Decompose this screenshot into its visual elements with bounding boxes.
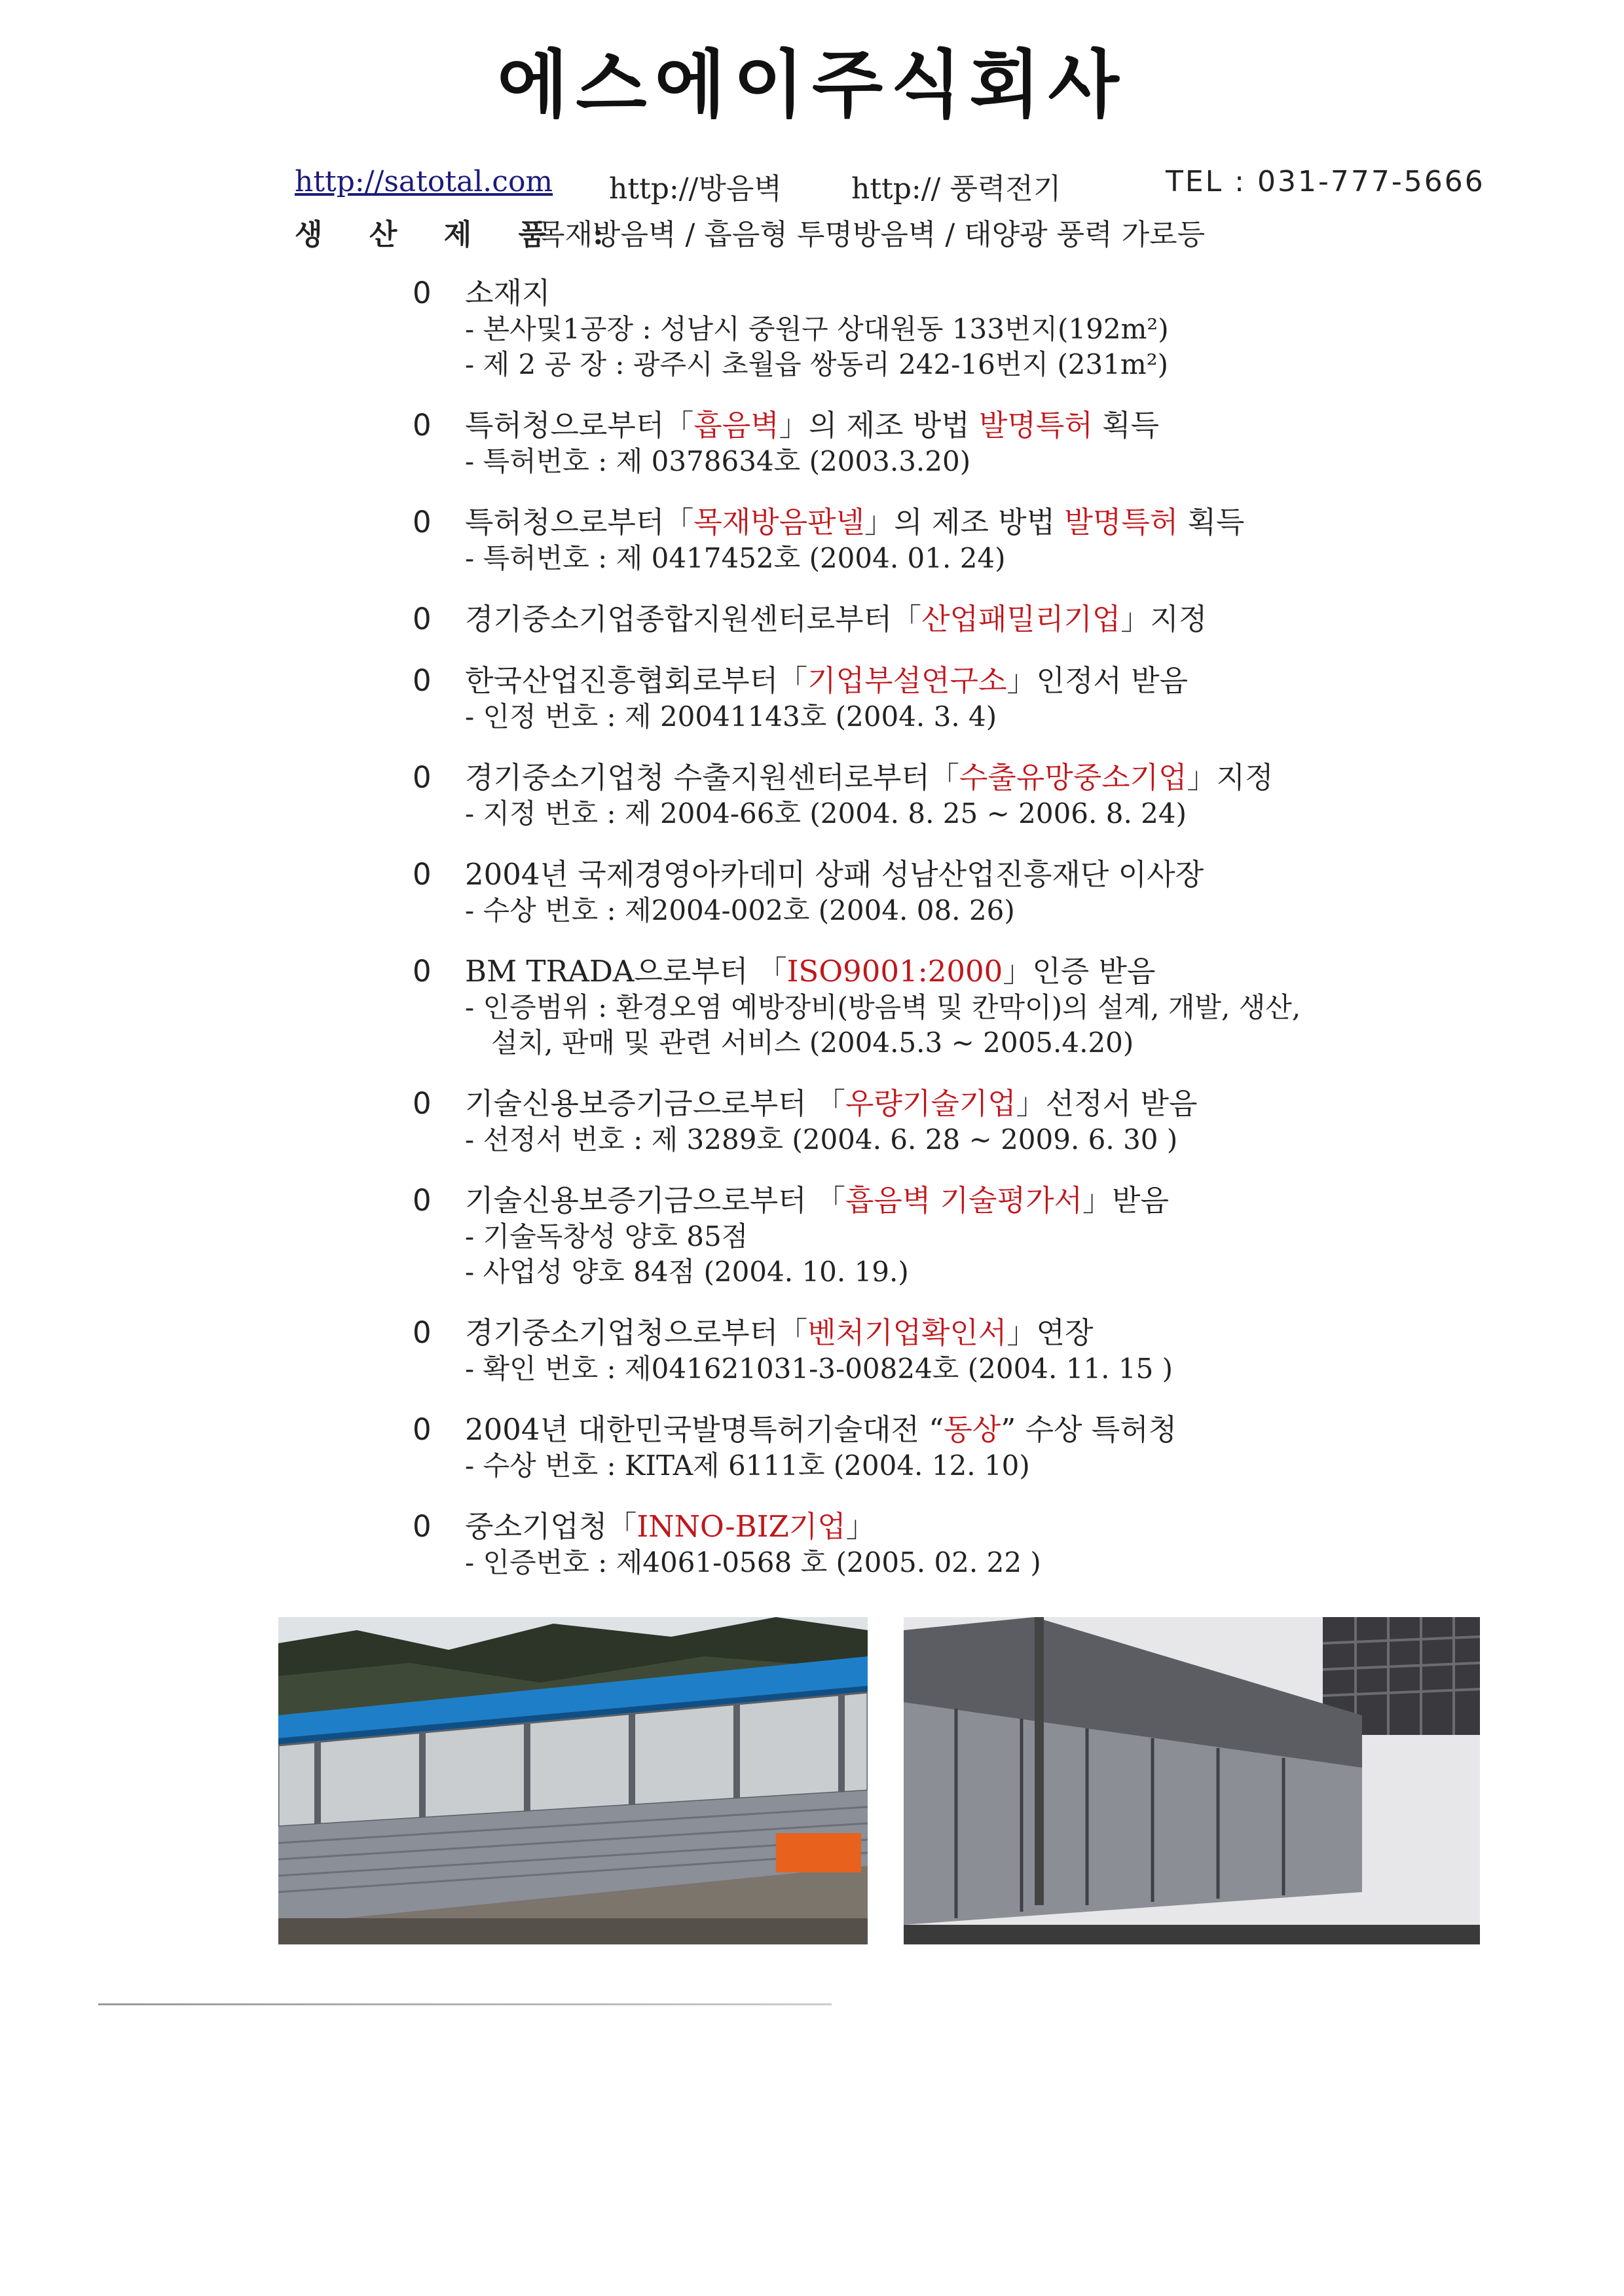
- item-title-prefix: 중소기업청「: [465, 1509, 637, 1544]
- qualification-item: [413, 953, 1526, 1061]
- bullet-marker: 0: [413, 602, 432, 636]
- item-title: [413, 1182, 1526, 1219]
- item-title-suffix: 」받음: [1082, 1183, 1169, 1218]
- bullet-marker: 0: [413, 1412, 432, 1447]
- bullet-marker: 0: [413, 408, 432, 443]
- products-label: 생 산 제 품 :: [295, 218, 622, 251]
- item-title-suffix: 」지정: [1120, 602, 1208, 636]
- qualification-item: [413, 601, 1526, 638]
- bullet-marker: 0: [413, 954, 432, 989]
- qualification-list: [413, 275, 1526, 1605]
- item-highlight: 기업부설연구소: [807, 663, 1007, 698]
- qualification-item: [413, 407, 1526, 479]
- item-detail: - 지정 번호 : 제 2004-66호 (2004. 8. 25 ~ 2006. 8. 24): [465, 797, 1187, 829]
- item-highlight: 산업패밀리기업: [921, 602, 1121, 636]
- item-highlight: 흡음벽 기술평가서: [845, 1183, 1083, 1218]
- qualification-item: [413, 759, 1526, 831]
- item-title-end: 획득: [1092, 408, 1160, 443]
- item-highlight: 벤처기업확인서: [807, 1315, 1007, 1350]
- bullet-marker: 0: [413, 1509, 432, 1544]
- website-link[interactable]: http://satotal.com: [295, 165, 553, 198]
- item-title: [413, 407, 1526, 444]
- item-title: [413, 1508, 1526, 1545]
- products-list: 목재방음벽 / 흡음형 투명방음벽 / 태양광 풍력 가로등: [537, 218, 1206, 251]
- qualification-item: [413, 1412, 1526, 1484]
- item-title-suffix: 」지정: [1187, 760, 1274, 795]
- item-title-prefix: 기술신용보증기금으로부터 「: [465, 1183, 845, 1218]
- scan-edge-line: [98, 2003, 832, 2005]
- item-title: [413, 953, 1526, 990]
- item-title: [413, 1315, 1526, 1351]
- item-title-suffix: 」인정서 받음: [1006, 663, 1189, 698]
- bullet-marker: 0: [413, 505, 432, 539]
- company-title: 에스에이주식회사: [497, 43, 1127, 128]
- item-highlight-secondary: 발명특허: [1064, 505, 1179, 539]
- item-title: [413, 1085, 1526, 1122]
- phone-number: TEL : 031-777-5666: [1166, 165, 1485, 198]
- item-title-prefix: 경기중소기업청 수출지원센터로부터「: [465, 760, 959, 795]
- item-detail: - 본사및1공장 : 성남시 중원구 상대원동 133번지(192m²): [465, 313, 1169, 345]
- item-detail: - 인증번호 : 제4061-0568 호 (2005. 02. 22 ): [465, 1546, 1041, 1578]
- item-detail: - 확인 번호 : 제041621031-3-00824호 (2004. 11. 15 ): [465, 1353, 1173, 1385]
- qualification-item: [413, 1182, 1526, 1290]
- item-title-suffix: 」연장: [1006, 1315, 1094, 1350]
- item-title-text: 소재지: [465, 276, 551, 310]
- photo-grey-soundwall-building: [904, 1617, 1480, 1944]
- item-title-suffix: 」선정서 받음: [1016, 1086, 1198, 1121]
- item-title-prefix: 한국산업진흥협회로부터「: [465, 663, 808, 698]
- item-detail: - 인증범위 : 환경오염 예방장비(방음벽 및 칸막이)의 설계, 개발, 생산,: [465, 991, 1301, 1023]
- item-title-suffix: 」의 제조 방법: [779, 408, 979, 443]
- item-title-prefix: 특허청으로부터「: [465, 505, 694, 539]
- qualification-item: [413, 275, 1526, 382]
- item-detail: - 선정서 번호 : 제 3289호 (2004. 6. 28 ~ 2009. 6. 30 ): [465, 1123, 1178, 1156]
- bullet-marker: 0: [413, 276, 432, 310]
- bullet-marker: 0: [413, 1315, 432, 1350]
- qualification-item: [413, 663, 1526, 735]
- item-detail: - 기술독창성 양호 85점: [465, 1220, 748, 1252]
- item-title-end: 획득: [1178, 505, 1245, 539]
- item-detail: - 특허번호 : 제 0378634호 (2003.3.20): [465, 445, 971, 477]
- qualification-item: [413, 504, 1526, 576]
- qualification-item: [413, 856, 1526, 928]
- item-detail: - 인정 번호 : 제 20041143호 (2004. 3. 4): [465, 701, 997, 733]
- item-detail-continued: 설치, 판매 및 관련 서비스 (2004.5.3 ~ 2005.4.20): [491, 1027, 1134, 1059]
- qualification-item: [413, 1085, 1526, 1157]
- item-highlight: INNO-BIZ기업: [637, 1509, 846, 1544]
- link-soundwall[interactable]: http://방음벽: [609, 172, 782, 206]
- item-detail: - 사업성 양호 84점 (2004. 10. 19.): [465, 1256, 909, 1288]
- item-title-prefix: 특허청으로부터「: [465, 408, 694, 443]
- item-highlight-secondary: 발명특허: [978, 408, 1093, 443]
- photo-blue-roof-soundwall: [278, 1617, 868, 1944]
- item-title: [413, 504, 1526, 541]
- item-title-suffix: 」의 제조 방법: [864, 505, 1065, 539]
- item-highlight: 수출유망중소기업: [959, 760, 1187, 795]
- bullet-marker: 0: [413, 857, 432, 892]
- item-title-text: 2004년 국제경영아카데미 상패 성남산업진흥재단 이사장: [465, 857, 1204, 892]
- item-highlight: 우량기술기업: [845, 1086, 1016, 1121]
- item-title-prefix: 2004년 대한민국발명특허기술대전 “: [465, 1412, 944, 1447]
- bullet-marker: 0: [413, 663, 432, 698]
- item-title-suffix: 」인증 받음: [1003, 954, 1156, 989]
- item-title-prefix: 경기중소기업청으로부터「: [465, 1315, 808, 1350]
- item-highlight: ISO9001:2000: [786, 954, 1003, 989]
- item-title: [413, 275, 1526, 312]
- item-detail: - 수상 번호 : 제2004-002호 (2004. 08. 26): [465, 894, 1015, 926]
- item-highlight: 목재방음판넬: [693, 505, 865, 539]
- bullet-marker: 0: [413, 1086, 432, 1121]
- item-title: [413, 856, 1526, 893]
- item-title: [413, 759, 1526, 796]
- qualification-item: [413, 1315, 1526, 1387]
- qualification-item: [413, 1508, 1526, 1580]
- bullet-marker: 0: [413, 1183, 432, 1218]
- item-title: [413, 663, 1526, 699]
- link-wind-power[interactable]: http:// 풍력전기: [851, 172, 1061, 206]
- item-title-prefix: 기술신용보증기금으로부터 「: [465, 1086, 845, 1121]
- item-detail: - 제 2 공 장 : 광주시 초월읍 쌍동리 242-16번지 (231m²): [465, 348, 1168, 380]
- item-title-suffix: 」: [845, 1509, 876, 1544]
- item-title-suffix: ” 수상 특허청: [1001, 1412, 1177, 1447]
- item-detail: - 수상 번호 : KITA제 6111호 (2004. 12. 10): [465, 1449, 1030, 1482]
- item-title: [413, 601, 1526, 638]
- item-highlight: 흡음벽: [693, 408, 779, 443]
- item-title-prefix: 경기중소기업종합지원센터로부터「: [465, 602, 922, 636]
- item-title: [413, 1412, 1526, 1448]
- item-highlight: 동상: [944, 1412, 1001, 1447]
- bullet-marker: 0: [413, 760, 432, 795]
- item-title-prefix: BM TRADA으로부터 「: [465, 954, 787, 989]
- item-detail: - 특허번호 : 제 0417452호 (2004. 01. 24): [465, 542, 1006, 574]
